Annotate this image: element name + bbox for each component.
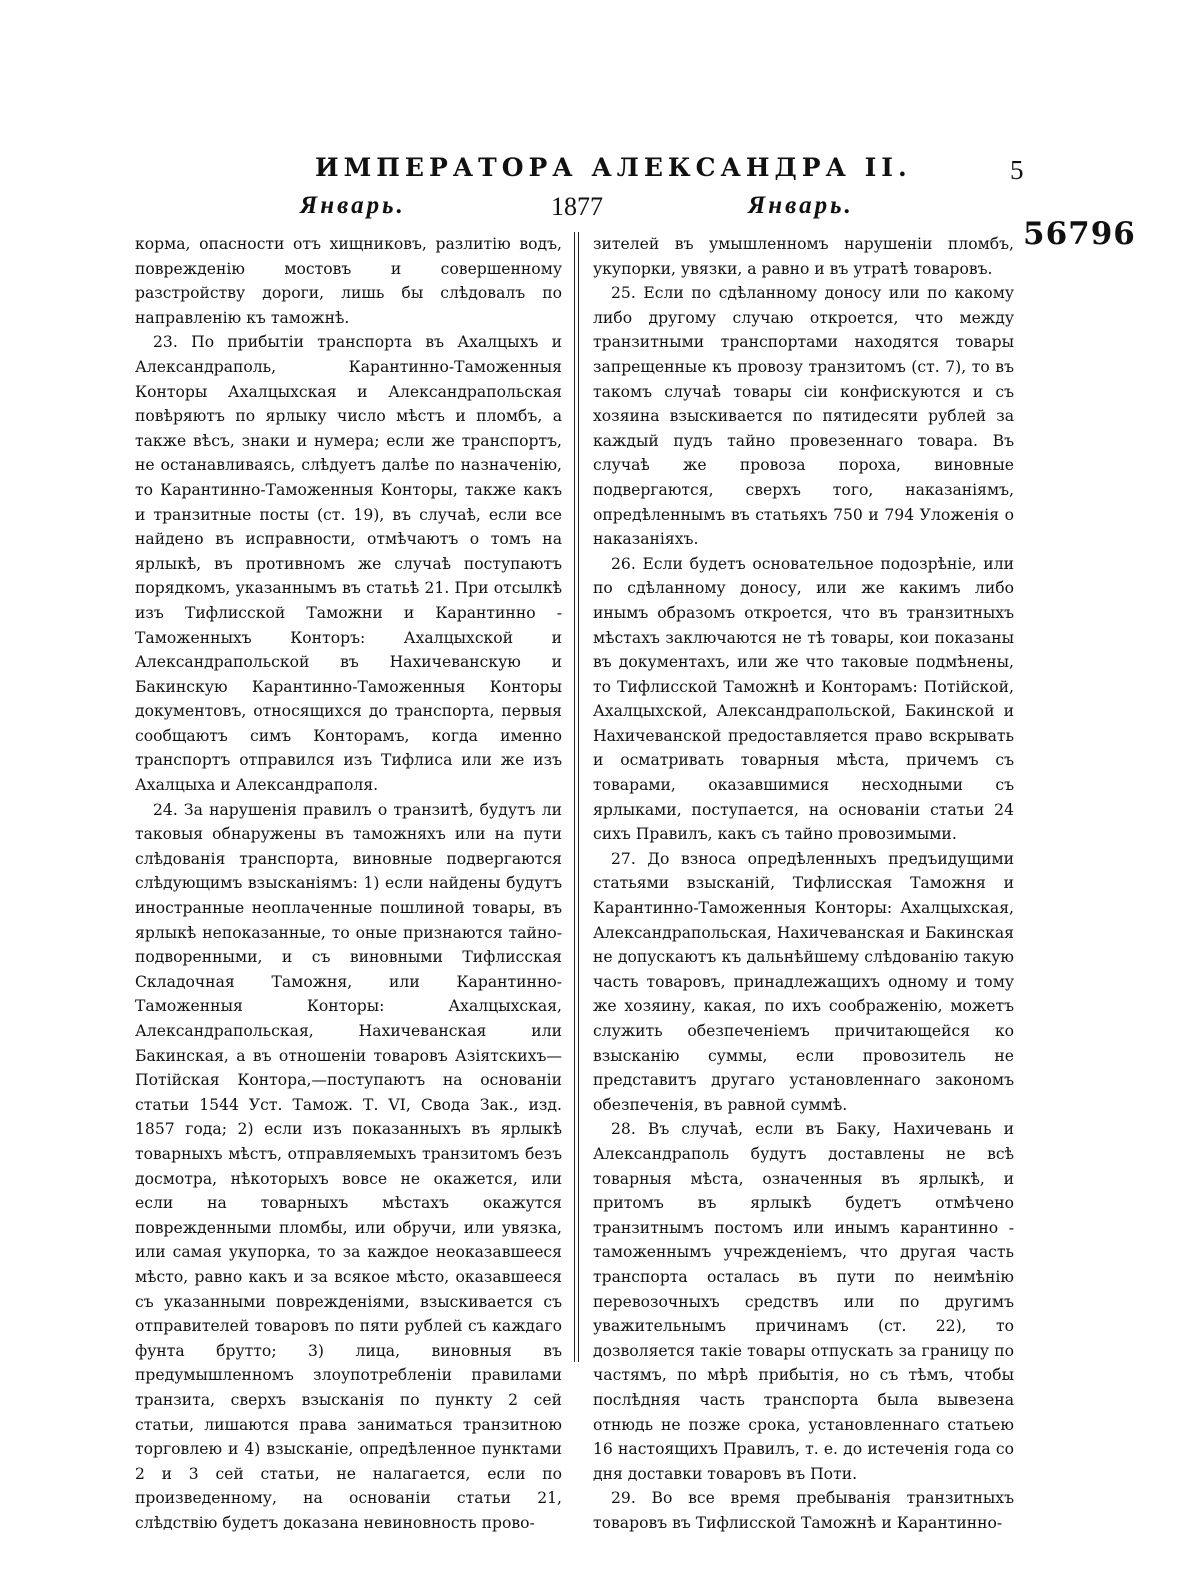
month-right: Январь. <box>748 192 854 219</box>
paragraph-continuation: корма, опасности отъ хищниковъ, разлитію водъ, повреждeнію мостовъ и совершенному разстройству дороги, лишь бы слѣдовалъ по направленію къ таможнѣ. <box>135 235 562 327</box>
paragraph-article-23: 23. По прибытіи транспорта въ Ахалцыхъ и Александраполь, Карантинно-Таможенныя Конторы Ахалцыхская и Александрапольская повѣряютъ по ярлыку число мѣстъ и пломбъ, а также вѣсъ, знаки и нумера; если же транспортъ, не останавливаясь, слѣдуетъ далѣе по назначенію, то Карантинно-Таможенныя Конторы, также какъ и транзитные посты (ст. 19), въ случаѣ, если все найдено въ исправности, отмѣчаютъ о томъ на ярлыкѣ, въ противномъ же случаѣ поступаютъ порядкомъ, указаннымъ въ статьѣ 21. При отсылкѣ изъ Тифлисской Таможни и Карантинно - Таможенныхъ Конторъ: Ахалцыхской и Александрапольской въ Нахичеванскую и Бакинскую Карантинно-Таможенныя Конторы документовъ, относящихся до транспорта, первыя сообщаютъ симъ Конторамъ, когда именно транспортъ отправился изъ Тифлиса или же изъ Ахалцыха и Александраполя. <box>135 333 562 795</box>
paragraph-continuation: зителей въ умышленномъ нарушеніи пломбъ, укупорки, увязки, а равно и въ утратѣ товаровъ. <box>593 235 1014 278</box>
paragraph-article-26: 26. Если будетъ основательное подозрѣніе, или по сдѣланному доносу, или же какимъ либо инымъ образомъ откроется, что въ транзитныхъ мѣстахъ заключаются не тѣ товары, кои показаны въ документахъ, или же что таковые подмѣнены, то Тифлисской Таможнѣ и Конторамъ: Потійской, Ахалцыхской, Александрапольской, Бакинской и Нахичеванской предоставляется право вскрывать и осматривать товарныя мѣста, причемъ съ товарами, оказавшимися несходными съ ярлыками, поступается, на основаніи статьи 24 сихъ Правилъ, какъ съ тайно провозимыми. <box>593 554 1014 844</box>
right-column <box>593 232 1014 1535</box>
paragraph-article-29: 29. Во все время пребыванія транзитныхъ товаровъ въ Тифлисской Таможнѣ и Карантинно- <box>593 1489 1014 1532</box>
page-running-title: ИМПЕРАТОРА АЛЕКСАНДРА II. <box>315 153 912 182</box>
left-column <box>135 232 562 1535</box>
paragraph-article-24: 24. За нарушенія правилъ о транзитѣ, будутъ ли таковыя обнаружены въ таможняхъ или на пути слѣдованія транспорта, виновные подвергаются слѣдующимъ взысканіямъ: 1) если найдены будутъ иностранные неоплаченные пошлиной товары, въ ярлыкѣ непоказанные, то оные признаются тайно-подворенными, и съ виновными Тифлисская Складочная Таможня, или Карантинно-Таможенныя Конторы: Ахалцыхская, Александрапольская, Нахичеванская или Бакинская, а въ отношеніи товаровъ Азіятскихъ—Потійская Контора,—поступаютъ на основаніи статьи 1544 Уст. Тамож. Т. VI, Свода Зак., изд. 1857 года; 2) если изъ показанныхъ въ ярлыкѣ товарныхъ мѣстъ, отправляемыхъ транзитомъ безъ досмотра, нѣкоторыхъ вовсе не окажется, или если на товарныхъ мѣстахъ окажутся поврежденными пломбы, или обручи, или увязка, или самая укупорка, то за каждое неоказавшееся мѣсто, равно какъ и за всякое мѣсто, оказавшееся съ указанными поврежденіями, взыскивается съ отправителей товаровъ по пяти рублей съ каждаго фунта брутто; 3) лица, виновныя въ предумышленномъ злоупотребленіи правилами транзита, сверхъ взысканія по пункту 2 сей статьи, лишаются права заниматься транзитною торговлею и 4) взысканіе, опредѣленное пунктами 2 и 3 сей статьи, не налагается, если по произведенному, на основаніи статьи 21, слѣдствію будетъ доказана невиновность прово- <box>135 800 562 1532</box>
paragraph-article-28: 28. Въ случаѣ, если въ Баку, Нахичевань и Александраполь будутъ доставлены не всѣ товарныя мѣста, означенныя въ ярлыкѣ, и притомъ въ ярлыкѣ будетъ отмѣчено транзитнымъ постомъ или инымъ карантинно - таможеннымъ учрежденіемъ, что другая часть транспорта осталась въ пути по неимѣнію перевозочныхъ средствъ или по другимъ уважительнымъ причинамъ (ст. 22), то дозволяется такіе товары отпускать за границу по частямъ, по мѣрѣ прибытія, но съ тѣмъ, чтобы послѣдняя часть транспорта была вывезена отнюдь не позже срока, установленнаго статьею 16 настоящихъ Правилъ, т. е. до истеченія года со дня доставки товаровъ въ Поти. <box>593 1120 1014 1483</box>
page-number: 5 <box>1010 155 1024 185</box>
column-divider <box>578 232 579 1362</box>
month-left: Январь. <box>300 192 406 219</box>
law-number: 56796 <box>1023 216 1136 252</box>
column-divider <box>574 232 575 1362</box>
paragraph-article-27: 27. До взноса опредѣленныхъ предъидущими статьями взысканій, Тифлисская Таможня и Карантинно-Таможенныя Конторы: Ахалцыхская, Александрапольская, Нахичеванская и Бакинская не допускаютъ къ дальнѣйшему слѣдованію такую часть товаровъ, принадлежащихъ одному и тому же хозяину, какая, по ихъ соображенію, можетъ служить обезпеченіемъ причитающейся ко взысканію суммы, если провозитель не представитъ другаго установленнаго закономъ обезпеченія, въ равной суммѣ. <box>593 849 1014 1114</box>
year: 1877 <box>551 192 603 221</box>
paragraph-article-25: 25. Если по сдѣланному доносу или по какому либо другому случаю откроется, что между транзитными транспортами находятся товары запрещенные къ провозу транзитомъ (ст. 7), то въ такомъ случаѣ товары сіи конфискуются и съ хозяина взыскивается по пятидесяти рублей за каждый пудъ тайно провезеннаго товара. Въ случаѣ же провоза пороха, виновные подвергаются, сверхъ того, наказаніямъ, опредѣленнымъ въ статьяхъ 750 и 794 Уложенія о наказаніяхъ. <box>593 284 1014 549</box>
